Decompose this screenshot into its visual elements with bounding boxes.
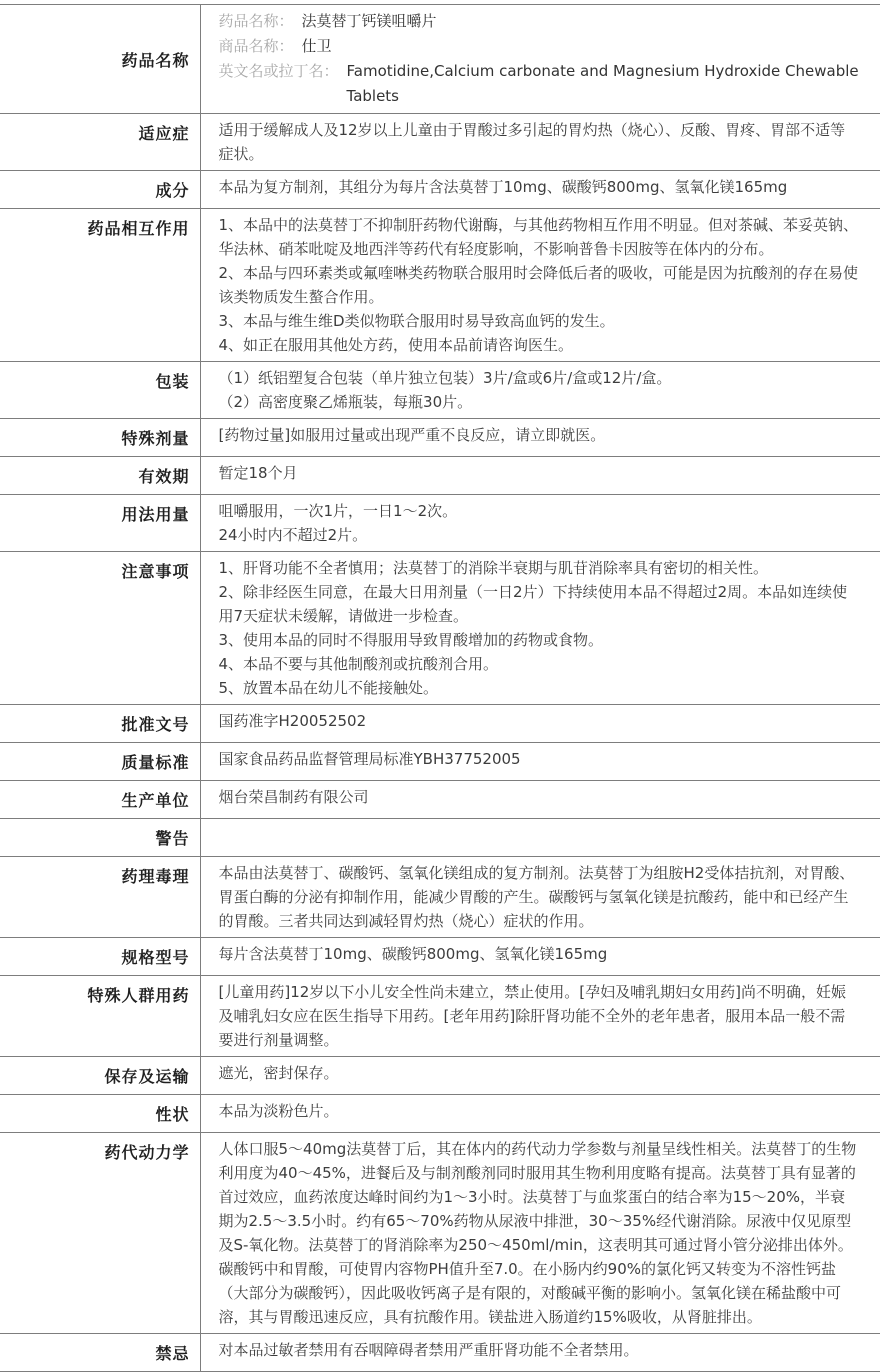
table-row (0, 362, 880, 419)
row-label: 药代动力学 (0, 1133, 200, 1334)
row-label: 注意事项 (0, 552, 200, 705)
table-row (0, 171, 880, 209)
table-row (0, 705, 880, 743)
field-value: 法莫替丁钙镁咀嚼片 (301, 12, 437, 30)
row-label: 药理毒理 (0, 857, 200, 938)
row-label: 批准文号 (0, 705, 200, 743)
row-label: 保存及运输 (0, 1057, 200, 1095)
row-label: 药品名称 (0, 5, 200, 114)
content-line: 2、本品与四环素类或氟喹啉类药物联合服用时会降低后者的吸收，可能是因为抗酸剂的存在易使该类物质发生螯合作用。 (218, 264, 859, 306)
row-content (200, 1334, 880, 1372)
row-content (200, 114, 880, 171)
row-label: 用法用量 (0, 495, 200, 552)
content-line: 5、放置本品在幼儿不能接触处。 (218, 679, 439, 697)
name-field-row (219, 34, 861, 59)
content-line: 国药准字H20052502 (218, 712, 367, 730)
table-row (0, 209, 880, 362)
content-line: （2）高密度聚乙烯瓶装，每瓶30片。 (218, 393, 473, 411)
content-line: 3、使用本品的同时不得服用导致胃酸增加的药物或食物。 (218, 631, 604, 649)
table-row (0, 1334, 880, 1372)
content-line: （1）纸铝塑复合包装（单片独立包装）3片/盒或6片/盒或12片/盒。 (218, 369, 672, 387)
row-label: 药品相互作用 (0, 209, 200, 362)
table-row (0, 1057, 880, 1095)
content-line: 适用于缓解成人及12岁以上儿童由于胃酸过多引起的胃灼热（烧心）、反酸、胃疼、胃部不适等症状。 (218, 121, 846, 163)
row-content (200, 362, 880, 419)
content-line: 咀嚼服用，一次1片，一日1～2次。 (218, 502, 458, 520)
row-content (200, 976, 880, 1057)
row-content (200, 209, 880, 362)
row-label: 性状 (0, 1095, 200, 1133)
table-row (0, 114, 880, 171)
row-content (200, 781, 880, 819)
content-line: 本品由法莫替丁、碳酸钙、氢氧化镁组成的复方制剂。法莫替丁为组胺H2受体拮抗剂，对胃酸、胃蛋白酶的分泌有抑制作用，能减少胃酸的产生。碳酸钙与氢氧化镁是抗酸药，能中和已经产生的胃酸。三者共同达到减轻胃灼热（烧心）症状的作用。 (218, 864, 855, 930)
content-line: 4、本品不要与其他制酸剂或抗酸剂合用。 (218, 655, 499, 673)
row-content (200, 495, 880, 552)
row-content (200, 857, 880, 938)
table-row (0, 1095, 880, 1133)
field-label: 药品名称： (218, 12, 294, 30)
table-row (0, 938, 880, 976)
content-line: 暂定18个月 (218, 464, 298, 482)
row-label: 规格型号 (0, 938, 200, 976)
row-content (200, 819, 880, 857)
field-label: 英文名或拉丁名： (218, 62, 339, 80)
row-content (200, 457, 880, 495)
row-content (200, 171, 880, 209)
content-line: 1、肝肾功能不全者慎用；法莫替丁的消除半衰期与肌苷消除率具有密切的相关性。 (218, 559, 769, 577)
table-row (0, 976, 880, 1057)
table-row (0, 495, 880, 552)
field-value: 仕卫 (301, 37, 332, 55)
row-content (200, 5, 880, 114)
table-row (0, 419, 880, 457)
drug-table-body (0, 5, 880, 1372)
row-label: 禁忌 (0, 1334, 200, 1372)
content-line: 1、本品中的法莫替丁不抑制肝药物代谢酶，与其他药物相互作用不明显。但对茶碱、苯妥英钠、华法林、硝苯吡啶及地西泮等药代有轻度影响，不影响普鲁卡因胺等在体内的分布。 (218, 216, 859, 258)
row-label: 包装 (0, 362, 200, 419)
content-line: [儿童用药]12岁以下小儿安全性尚未建立，禁止使用。[孕妇及哺乳期妇女用药]尚不明确，妊娠及哺乳妇女应在医生指导下用药。[老年用药]除肝肾功能不全外的老年患者，服用本品一般不需要进行剂量调整。 (218, 983, 846, 1049)
table-row (0, 743, 880, 781)
content-line: 本品为复方制剂，其组分为每片含法莫替丁10mg、碳酸钙800mg、氢氧化镁165mg (218, 178, 788, 196)
content-line: 人体口服5～40mg法莫替丁后，其在体内的药代动力学参数与剂量呈线性相关。法莫替丁的生物利用度为40～45%，进餐后及与制剂酸剂同时服用其生物利用度略有提高。法莫替丁具有显著的首过效应，血药浓度达峰时间约为1～3小时。法莫替丁与血浆蛋白的结合率为15～20%，半衰期为2.5～3.5小时。约有65～70%药物从尿液中排泄，30～35%经代谢消除。尿液中仅见原型及S-氧化物。法莫替丁的肾消除率为250～450ml/min，这表明其可通过肾小管分泌排出体外。碳酸钙中和胃酸，可使胃内容物PH值升至7.0。在小肠内约90%的氯化钙又转变为不溶性钙盐（大部分为碳酸钙），因此吸收钙离子是有限的，对酸碱平衡的影响小。氢氧化镁在稀盐酸中可溶，其与胃酸迅速反应，具有抗酸作用。镁盐进入肠道约15%吸收，从肾脏排出。 (218, 1140, 857, 1326)
content-line: 每片含法莫替丁10mg、碳酸钙800mg、氢氧化镁165mg (218, 945, 608, 963)
table-row (0, 552, 880, 705)
row-label: 特殊剂量 (0, 419, 200, 457)
row-label: 质量标准 (0, 743, 200, 781)
row-content (200, 419, 880, 457)
field-label: 商品名称： (218, 37, 294, 55)
name-field-row (219, 9, 861, 34)
table-row (0, 819, 880, 857)
name-field-row (219, 59, 861, 109)
row-label: 警告 (0, 819, 200, 857)
content-line: [药物过量]如服用过量或出现严重不良反应，请立即就医。 (218, 426, 606, 444)
row-content (200, 1133, 880, 1334)
content-line: 本品为淡粉色片。 (218, 1102, 339, 1120)
table-row (0, 1133, 880, 1334)
row-content (200, 705, 880, 743)
content-line: 遮光，密封保存。 (218, 1064, 339, 1082)
row-content (200, 938, 880, 976)
row-content (200, 743, 880, 781)
table-row (0, 857, 880, 938)
content-line: 24小时内不超过2片。 (218, 526, 368, 544)
row-content (200, 552, 880, 705)
table-row (0, 781, 880, 819)
content-line: 烟台荣昌制药有限公司 (218, 788, 369, 806)
content-line: 国家食品药品监督管理局标准YBH37752005 (218, 750, 521, 768)
content-line: 4、如正在服用其他处方药，使用本品前请咨询医生。 (218, 336, 574, 354)
field-value: Famotidine,Calcium carbonate and Magnesium Hydroxide Chewable Tablets (346, 62, 859, 105)
row-content (200, 1095, 880, 1133)
row-label: 适应症 (0, 114, 200, 171)
table-row (0, 5, 880, 114)
row-label: 成分 (0, 171, 200, 209)
drug-info-table (0, 4, 880, 1372)
content-line: 2、除非经医生同意，在最大日用剂量（一日2片）下持续使用本品不得超过2周。本品如连续使用7天症状未缓解，请做进一步检查。 (218, 583, 848, 625)
row-content (200, 1057, 880, 1095)
table-row (0, 457, 880, 495)
content-line: 对本品过敏者禁用有吞咽障碍者禁用严重肝肾功能不全者禁用。 (218, 1341, 639, 1359)
row-label: 生产单位 (0, 781, 200, 819)
empty-content (219, 823, 861, 844)
row-label: 有效期 (0, 457, 200, 495)
content-line: 3、本品与维生维D类似物联合服用时易导致高血钙的发生。 (218, 312, 615, 330)
row-label: 特殊人群用药 (0, 976, 200, 1057)
